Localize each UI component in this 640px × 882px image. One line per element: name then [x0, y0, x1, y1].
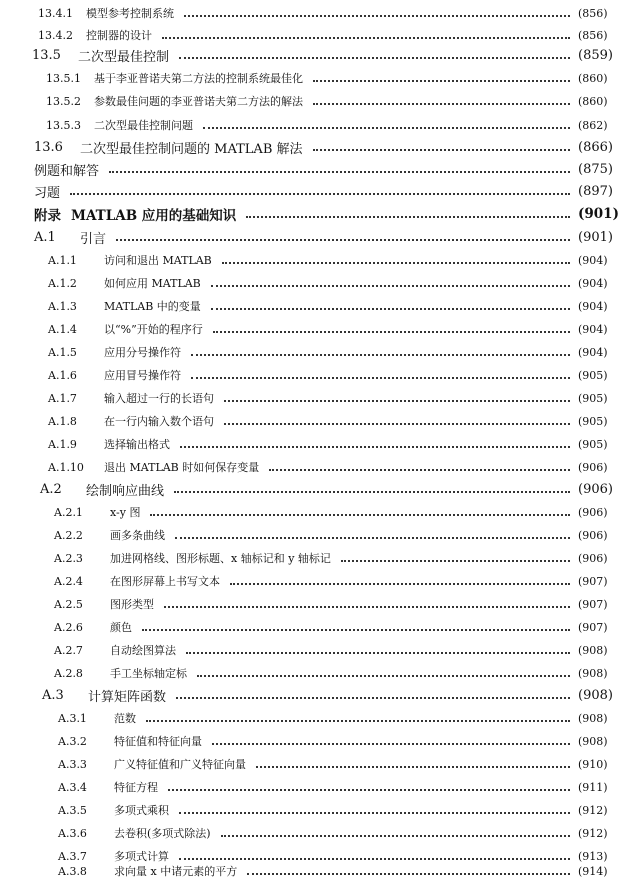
entry-title: 控制器的设计	[86, 29, 152, 42]
dot-leader	[179, 812, 570, 814]
toc-entry-a-2-3[interactable]	[0, 547, 640, 569]
dot-leader	[313, 103, 570, 105]
toc-entry-a-3-5[interactable]	[0, 799, 640, 821]
entry-page: (907)	[578, 620, 608, 634]
entry-title: 去卷积(多项式除法)	[114, 827, 211, 840]
entry-page: (856)	[578, 28, 608, 42]
entry-title: 选择输出格式	[104, 438, 170, 451]
entry-title: 特征方程	[114, 781, 158, 794]
toc-entry-a-1-7[interactable]	[0, 387, 640, 409]
entry-number: 13.5.2	[46, 94, 81, 108]
toc-entry-13-4-2[interactable]	[0, 24, 640, 46]
entry-page: (904)	[578, 299, 608, 313]
entry-title: 绘制响应曲线	[86, 483, 165, 499]
entry-number: A.1.10	[48, 460, 84, 474]
dot-leader	[269, 469, 570, 471]
entry-page: (859)	[578, 47, 613, 63]
dot-leader	[186, 652, 570, 654]
entry-number: A.3.7	[58, 849, 87, 863]
dot-leader	[150, 514, 570, 516]
entry-page: (907)	[578, 597, 608, 611]
toc-entry-a-1-1[interactable]	[0, 249, 640, 271]
toc-entry-a-1-5[interactable]	[0, 341, 640, 363]
toc-entry-a-2-6[interactable]	[0, 616, 640, 638]
toc-entry-a-3-1[interactable]	[0, 707, 640, 729]
entry-title: 例题和解答	[34, 163, 100, 179]
entry-number: A.2.4	[54, 574, 83, 588]
entry-number: A.1.4	[48, 322, 77, 336]
entry-title: 广义特征值和广义特征向量	[114, 758, 246, 771]
entry-number: A.1.7	[48, 391, 77, 405]
toc-entry-a-2-7[interactable]	[0, 639, 640, 661]
dot-leader	[146, 720, 570, 722]
dot-leader	[222, 262, 570, 264]
dot-leader	[109, 171, 570, 173]
entry-page: (904)	[578, 322, 608, 336]
entry-page: (904)	[578, 276, 608, 290]
dot-leader	[70, 193, 570, 195]
toc-entry-a-2-4[interactable]	[0, 570, 640, 592]
entry-number: A.3.8	[58, 864, 87, 878]
entry-page: (906)	[578, 528, 608, 542]
toc-entry-a-3-8[interactable]	[0, 860, 640, 882]
entry-title: 多项式乘积	[114, 804, 169, 817]
toc-entry-a-1-2[interactable]	[0, 272, 640, 294]
toc-entry-a-2-2[interactable]	[0, 524, 640, 546]
dot-leader	[164, 606, 570, 608]
entry-number: 13.4.1	[38, 6, 73, 20]
entry-number: 13.5	[32, 47, 61, 63]
entry-page: (911)	[578, 780, 608, 794]
entry-page: (908)	[578, 734, 608, 748]
entry-title: 访问和退出 MATLAB	[104, 254, 212, 267]
entry-title: 图形类型	[110, 598, 154, 611]
entry-title: 范数	[114, 712, 136, 725]
entry-title: 基于李亚普诺夫第二方法的控制系统最佳化	[94, 72, 303, 85]
entry-title: 二次型最佳控制	[78, 49, 170, 65]
entry-number: A.1.3	[48, 299, 77, 313]
dot-leader	[175, 537, 570, 539]
entry-page: (866)	[578, 139, 613, 155]
entry-number: 附录	[34, 208, 61, 224]
entry-number: A.3.5	[58, 803, 87, 817]
entry-title: 输入超过一行的长语句	[104, 392, 214, 405]
entry-title: 计算矩阵函数	[88, 689, 167, 705]
entry-number: A.1.8	[48, 414, 77, 428]
entry-title: 二次型最佳控制问题	[94, 119, 193, 132]
entry-page: (875)	[578, 161, 613, 177]
entry-page: (908)	[578, 687, 613, 703]
toc-entry-a-2-5[interactable]	[0, 593, 640, 615]
entry-page: (905)	[578, 391, 608, 405]
entry-page: (862)	[578, 118, 608, 132]
entry-title: 习题	[34, 185, 61, 201]
dot-leader	[116, 239, 570, 241]
entry-title: 应用冒号操作符	[104, 369, 181, 382]
entry-number: A.3	[42, 687, 64, 703]
entry-page: (901)	[578, 229, 613, 245]
entry-number: A.3.1	[58, 711, 87, 725]
toc-entry-a-1-8[interactable]	[0, 410, 640, 432]
entry-title: 多项式计算	[114, 850, 169, 863]
toc-entry-a-3-6[interactable]	[0, 822, 640, 844]
entry-page: (906)	[578, 505, 608, 519]
entry-title: 手工坐标轴定标	[110, 667, 187, 680]
dot-leader	[191, 354, 570, 356]
toc-entry-a-1-3[interactable]	[0, 295, 640, 317]
entry-page: (906)	[578, 481, 613, 497]
entry-number: A.3.6	[58, 826, 87, 840]
entry-page: (856)	[578, 6, 608, 20]
entry-title: MATLAB 应用的基础知识	[71, 208, 237, 224]
dot-leader	[230, 583, 570, 585]
entry-page: (906)	[578, 460, 608, 474]
dot-leader	[142, 629, 570, 631]
entry-number: A.1.2	[48, 276, 77, 290]
toc-entry-a-1-10[interactable]	[0, 456, 640, 478]
dot-leader	[176, 697, 570, 699]
dot-leader	[213, 331, 570, 333]
entry-title: 引言	[80, 231, 107, 247]
dot-leader	[221, 835, 570, 837]
entry-number: A.3.4	[58, 780, 87, 794]
entry-page: (905)	[578, 437, 608, 451]
entry-number: A.2.6	[54, 620, 83, 634]
dot-leader	[179, 57, 570, 59]
entry-number: 13.4.2	[38, 28, 73, 42]
entry-title: 应用分号操作符	[104, 346, 181, 359]
toc-entry-13-5[interactable]	[0, 44, 640, 66]
dot-leader	[191, 377, 570, 379]
entry-number: 13.5.3	[46, 118, 81, 132]
entry-page: (901)	[578, 206, 619, 222]
dot-leader	[174, 491, 570, 493]
dot-leader	[224, 400, 570, 402]
entry-number: 13.6	[34, 139, 63, 155]
entry-number: 13.5.1	[46, 71, 81, 85]
entry-page: (907)	[578, 574, 608, 588]
entry-page: (860)	[578, 71, 608, 85]
dot-leader	[256, 766, 570, 768]
dot-leader	[162, 37, 570, 39]
dot-leader	[203, 127, 570, 129]
dot-leader	[197, 675, 570, 677]
dot-leader	[180, 446, 570, 448]
toc-entry-a-2-8[interactable]	[0, 662, 640, 684]
entry-page: (912)	[578, 826, 608, 840]
entry-number: A.1	[34, 229, 56, 245]
entry-title: 颜色	[110, 621, 132, 634]
toc-entry-13-4-1[interactable]	[0, 2, 640, 24]
dot-leader	[313, 149, 571, 151]
entry-number: A.2.5	[54, 597, 83, 611]
entry-title: 求向量 x 中诸元素的平方	[114, 865, 238, 878]
entry-number: A.1.9	[48, 437, 77, 451]
dot-leader	[247, 873, 570, 875]
entry-title: 加进网格线、图形标题、x 轴标记和 y 轴标记	[110, 552, 331, 565]
toc-entry-a-2[interactable]	[0, 478, 640, 500]
entry-title: 自动绘图算法	[110, 644, 176, 657]
dot-leader	[211, 285, 570, 287]
toc-entry-13-5-1[interactable]	[0, 67, 640, 89]
toc-entry-13-6[interactable]	[0, 136, 640, 158]
entry-page: (908)	[578, 643, 608, 657]
entry-page: (908)	[578, 666, 608, 680]
dot-leader	[168, 789, 570, 791]
dot-leader	[184, 15, 570, 17]
dot-leader	[224, 423, 570, 425]
entry-number: A.2.7	[54, 643, 83, 657]
toc-entry-examples[interactable]	[0, 158, 640, 180]
entry-number: A.3.2	[58, 734, 87, 748]
entry-page: (905)	[578, 414, 608, 428]
entry-title: 在一行内输入数个语句	[104, 415, 214, 428]
entry-title: 模型参考控制系统	[86, 7, 174, 20]
dot-leader	[212, 743, 570, 745]
entry-title: 参数最佳问题的李亚普诺夫第二方法的解法	[94, 95, 303, 108]
toc-entry-a-3-3[interactable]	[0, 753, 640, 775]
entry-page: (910)	[578, 757, 608, 771]
toc-entry-13-5-2[interactable]	[0, 90, 640, 112]
entry-title: 二次型最佳控制问题的 MATLAB 解法	[80, 141, 303, 157]
entry-title: x-y 图	[110, 506, 141, 519]
entry-number: A.1.1	[48, 253, 77, 267]
dot-leader	[211, 308, 570, 310]
entry-number: A.2.3	[54, 551, 83, 565]
entry-page: (860)	[578, 94, 608, 108]
toc-entry-a-3[interactable]	[0, 684, 640, 706]
toc-entry-a-1[interactable]	[0, 226, 640, 248]
entry-number: A.2.1	[54, 505, 83, 519]
entry-title: 在图形屏幕上书写文本	[110, 575, 220, 588]
toc-entry-appendix[interactable]	[0, 203, 640, 225]
entry-title: 以“%”开始的程序行	[104, 323, 203, 336]
toc-entry-a-2-1[interactable]	[0, 501, 640, 523]
entry-page: (905)	[578, 368, 608, 382]
entry-number: A.2.8	[54, 666, 83, 680]
toc-entry-a-1-4[interactable]	[0, 318, 640, 340]
entry-page: (913)	[578, 849, 608, 863]
entry-number: A.3.3	[58, 757, 87, 771]
entry-page: (906)	[578, 551, 608, 565]
entry-page: (912)	[578, 803, 608, 817]
entry-number: A.1.5	[48, 345, 77, 359]
entry-title: 退出 MATLAB 时如何保存变量	[104, 461, 260, 474]
entry-page: (897)	[578, 183, 613, 199]
toc-entry-a-3-2[interactable]	[0, 730, 640, 752]
entry-number: A.2	[40, 481, 62, 497]
toc-entry-a-1-6[interactable]	[0, 364, 640, 386]
toc-entry-exercises[interactable]	[0, 180, 640, 202]
entry-title: MATLAB 中的变量	[104, 300, 201, 313]
toc-entry-a-3-4[interactable]	[0, 776, 640, 798]
entry-number: A.2.2	[54, 528, 83, 542]
entry-title: 如何应用 MATLAB	[104, 277, 201, 290]
entry-number: A.1.6	[48, 368, 77, 382]
toc-entry-13-5-3[interactable]	[0, 114, 640, 136]
entry-page: (904)	[578, 345, 608, 359]
toc-entry-a-1-9[interactable]	[0, 433, 640, 455]
dot-leader	[341, 560, 570, 562]
entry-page: (904)	[578, 253, 608, 267]
entry-page: (914)	[578, 864, 608, 878]
dot-leader	[246, 216, 570, 218]
entry-title: 特征值和特征向量	[114, 735, 202, 748]
entry-title: 画多条曲线	[110, 529, 165, 542]
entry-page: (908)	[578, 711, 608, 725]
dot-leader	[313, 80, 570, 82]
